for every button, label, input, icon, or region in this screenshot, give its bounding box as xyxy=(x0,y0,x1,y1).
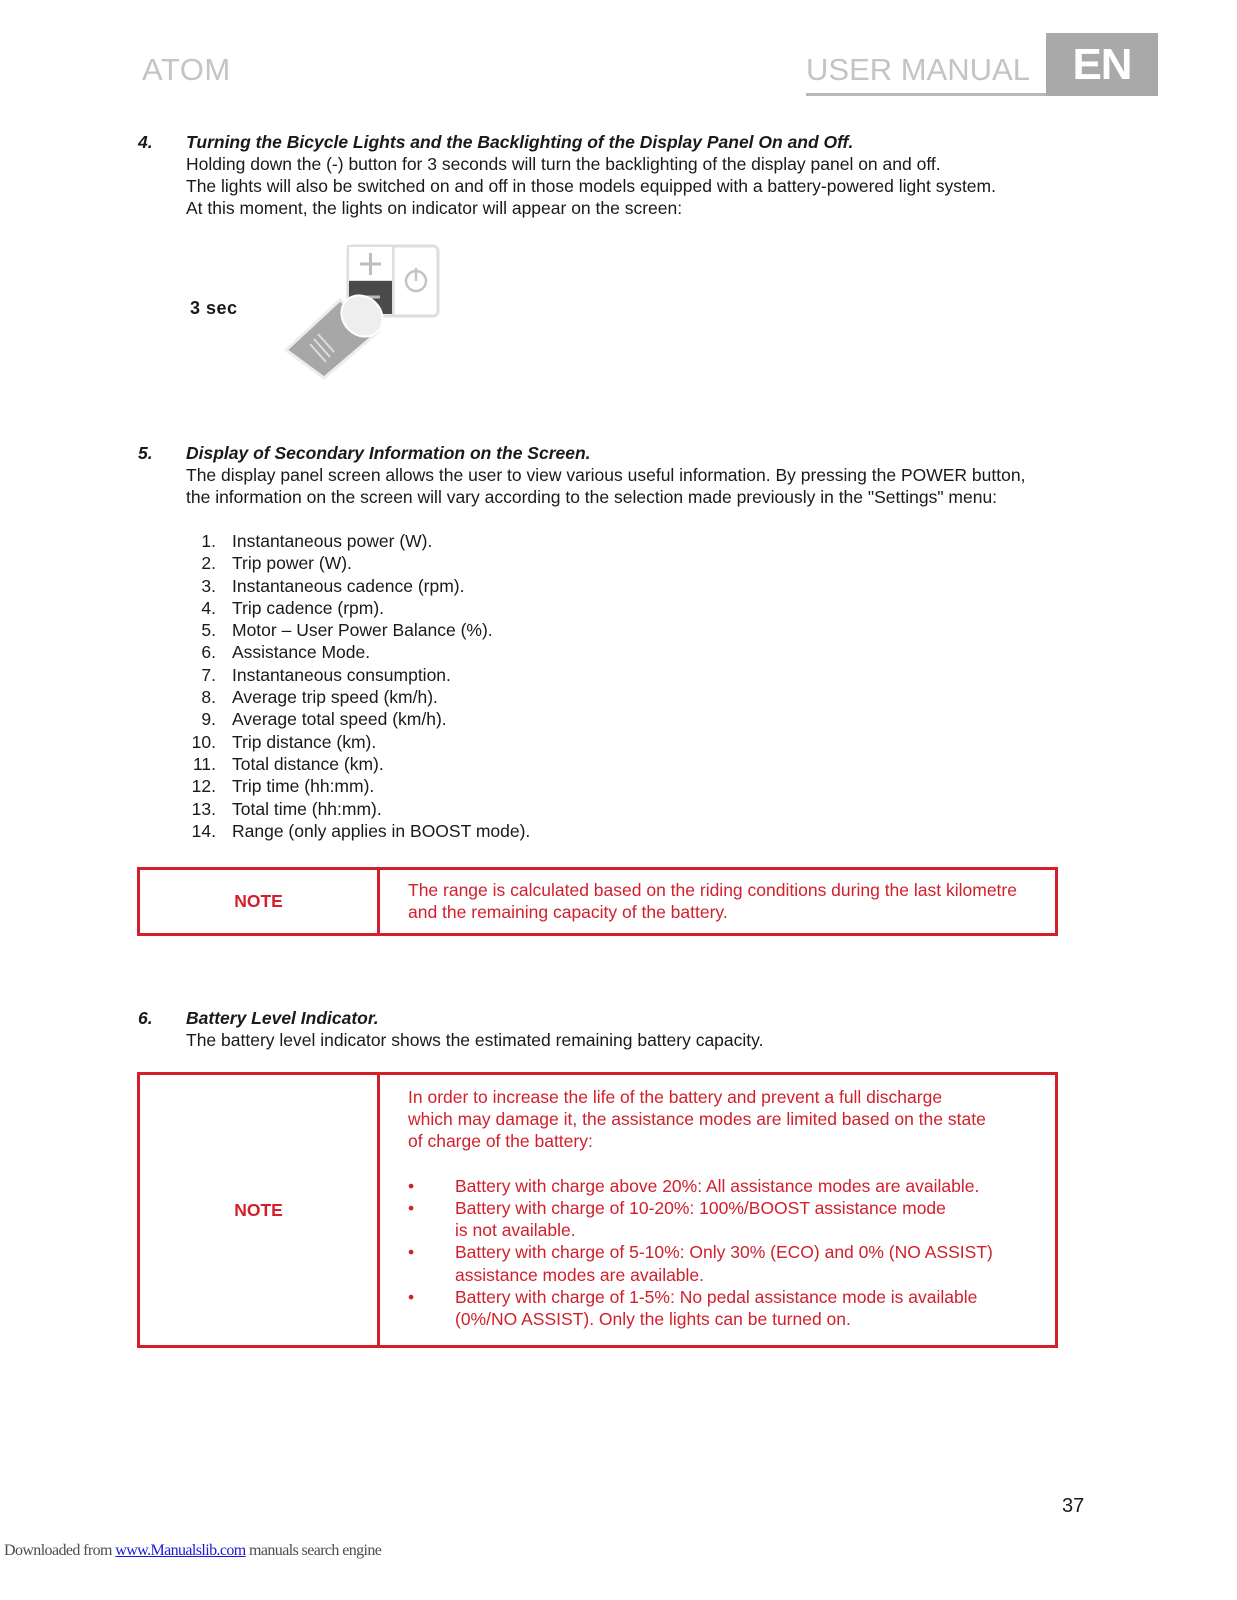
note-label: NOTE xyxy=(140,1075,380,1345)
section-5-line: the information on the screen will vary according to the selection made previously in the "Settings" menu: xyxy=(186,487,998,507)
section-5-number: 5. xyxy=(138,443,153,463)
header-rule xyxy=(806,93,1048,96)
bullet-icon: • xyxy=(408,1175,415,1196)
bullet-icon: • xyxy=(408,1197,415,1218)
section-5-line: The display panel screen allows the user to view various useful information. By pressing the POWER button, xyxy=(186,465,1026,485)
download-footer xyxy=(4,1542,381,1560)
list-item: 9. Average total speed (km/h). xyxy=(201,709,447,730)
manual-title: USER MANUAL xyxy=(806,52,1030,87)
section-4-body xyxy=(186,153,996,219)
section-5-title: Display of Secondary Information on the Screen. xyxy=(186,443,591,463)
section-4-title: Turning the Bicycle Lights and the Backlighting of the Display Panel On and Off. xyxy=(186,132,854,152)
note-bullet: • Battery with charge of 10-20%: 100%/BOOST assistance mode is not available. xyxy=(408,1197,946,1241)
note-bullet: • Battery with charge of 1-5%: No pedal assistance mode is available (0%/NO ASSIST). Only the lights can be turned on. xyxy=(408,1286,978,1329)
list-item: 13. Total time (hh:mm). xyxy=(191,798,382,819)
section-6-line: The battery level indicator shows the estimated remaining battery capacity. xyxy=(186,1030,764,1050)
note-body xyxy=(380,1075,993,1345)
secondary-info-list xyxy=(186,530,531,842)
note-bullet: • Battery with charge above 20%: All assistance modes are available. xyxy=(408,1175,980,1196)
list-item: 11. Total distance (km). xyxy=(192,753,384,774)
list-item: 8. Average trip speed (km/h). xyxy=(201,687,438,708)
section-6-number: 6. xyxy=(138,1008,153,1028)
section-5-body xyxy=(186,464,1025,508)
list-item: 14. Range (only applies in BOOST mode). xyxy=(191,820,531,841)
language-badge: EN xyxy=(1046,33,1158,96)
list-item: 6. Assistance Mode. xyxy=(201,642,371,663)
bullet-icon: • xyxy=(408,1286,415,1307)
footer-suffix: manuals search engine xyxy=(245,1542,382,1559)
plus-button-icon xyxy=(348,246,393,281)
manualslib-link[interactable]: www.Manualslib.com xyxy=(115,1542,246,1559)
button-press-illustration xyxy=(282,240,444,382)
bullet-icon: • xyxy=(408,1242,415,1263)
battery-note-box xyxy=(137,1072,1058,1348)
note-bullet: • Battery with charge of 5-10%: Only 30% (ECO) and 0% (NO ASSIST) assistance modes are available. xyxy=(408,1242,993,1285)
note-line: The range is calculated based on the riding conditions during the last kilometre xyxy=(408,880,1017,900)
note-line: which may damage it, the assistance modes are limited based on the state xyxy=(408,1109,986,1130)
note-line: of charge of the battery: xyxy=(408,1131,593,1152)
note-line: and the remaining capacity of the battery. xyxy=(408,902,728,923)
list-item: 2. Trip power (W). xyxy=(201,553,352,574)
hold-duration-label: 3 sec xyxy=(190,298,238,318)
note-line: In order to increase the life of the battery and prevent a full discharge xyxy=(408,1087,943,1107)
section-6-title: Battery Level Indicator. xyxy=(186,1008,379,1028)
list-item: 3. Instantaneous cadence (rpm). xyxy=(201,575,465,596)
note-label: NOTE xyxy=(140,870,380,933)
section-4-line: The lights will also be switched on and off in those models equipped with a battery-powered light system. xyxy=(186,176,996,196)
list-item: 10. Trip distance (km). xyxy=(191,731,377,752)
page-number: 37 xyxy=(1062,1495,1085,1517)
list-item: 5. Motor – User Power Balance (%). xyxy=(201,620,493,641)
list-item: 1. Instantaneous power (W). xyxy=(201,531,433,551)
section-4-number: 4. xyxy=(138,132,153,152)
list-item: 12. Trip time (hh:mm). xyxy=(191,776,375,797)
section-4-line: Holding down the (-) button for 3 seconds will turn the backlighting of the display panel on and off. xyxy=(186,154,941,174)
brand-name: ATOM xyxy=(142,52,231,87)
note-body xyxy=(380,870,1017,933)
section-6-body xyxy=(186,1029,763,1051)
list-item: 4. Trip cadence (rpm). xyxy=(201,597,385,618)
list-item: 7. Instantaneous consumption. xyxy=(201,664,451,685)
footer-prefix: Downloaded from xyxy=(4,1542,116,1559)
section-4-line: At this moment, the lights on indicator will appear on the screen: xyxy=(186,198,683,218)
range-note-box xyxy=(137,867,1058,936)
